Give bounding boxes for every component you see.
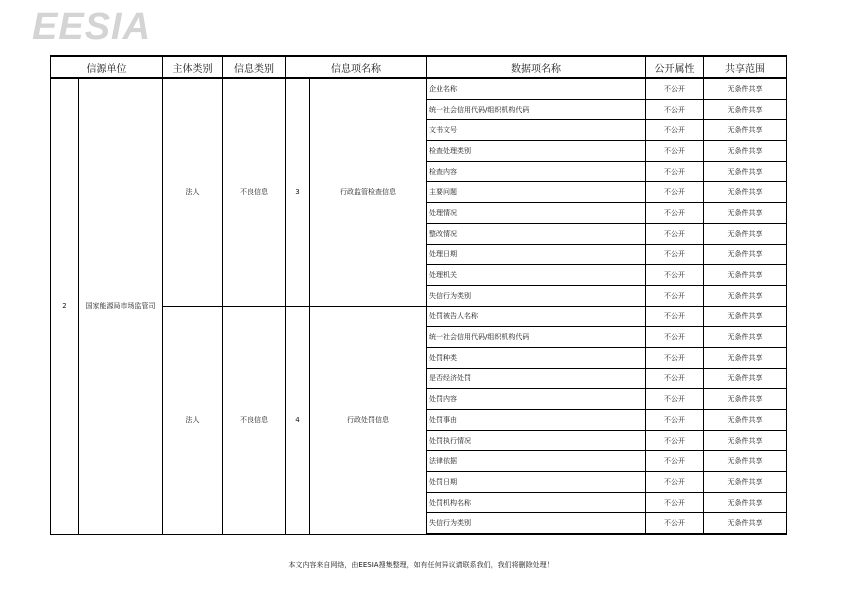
share-scope-cell: 无条件共享 [704, 99, 787, 120]
header-disclosure: 公开属性 [646, 56, 704, 78]
data-item-name-cell: 是否经济处罚 [427, 368, 646, 389]
info-item-number: 4 [286, 306, 310, 534]
share-scope-cell: 无条件共享 [704, 141, 787, 162]
footer-disclaimer: 本文内容来自网络，由EESIA搜集整理，如有任何异议请联系我们，我们将删除处理！ [288, 561, 554, 569]
share-scope-cell: 无条件共享 [704, 244, 787, 265]
share-scope-cell: 无条件共享 [704, 265, 787, 286]
disclosure-cell: 不公开 [646, 285, 704, 306]
disclosure-cell: 不公开 [646, 99, 704, 120]
data-item-name-cell: 失信行为类别 [427, 513, 646, 534]
data-item-name-cell: 处理日期 [427, 244, 646, 265]
disclosure-cell: 不公开 [646, 451, 704, 472]
disclosure-cell: 不公开 [646, 410, 704, 431]
header-row [51, 56, 787, 78]
info-type-cell: 不良信息 [223, 78, 286, 306]
data-item-name-cell: 处罚机构名称 [427, 492, 646, 513]
header-info-type: 信息类别 [223, 56, 286, 78]
disclosure-cell: 不公开 [646, 244, 704, 265]
disclosure-cell: 不公开 [646, 120, 704, 141]
share-scope-cell: 无条件共享 [704, 492, 787, 513]
info-item-name-cell: 行政监管检查信息 [310, 78, 427, 306]
share-scope-cell: 无条件共享 [704, 513, 787, 534]
share-scope-cell: 无条件共享 [704, 410, 787, 431]
header-info-item-name: 信息项名称 [286, 56, 427, 78]
disclosure-cell: 不公开 [646, 141, 704, 162]
data-item-name-cell: 检查处理类别 [427, 141, 646, 162]
disclosure-cell: 不公开 [646, 430, 704, 451]
info-item-name-cell: 行政处罚信息 [310, 306, 427, 534]
disclosure-cell: 不公开 [646, 265, 704, 286]
header-share-scope: 共享范围 [704, 56, 787, 78]
seq-number: 2 [51, 78, 79, 534]
data-item-name-cell: 处罚执行情况 [427, 430, 646, 451]
share-scope-cell: 无条件共享 [704, 78, 787, 99]
data-item-name-cell: 处罚内容 [427, 389, 646, 410]
data-item-name-cell: 法律依据 [427, 451, 646, 472]
header-data-item-name: 数据项名称 [427, 56, 646, 78]
header-source-unit: 信源单位 [51, 56, 163, 78]
data-item-name-cell: 失信行为类别 [427, 285, 646, 306]
eesia-logo: EESIA [32, 6, 152, 48]
subject-type-cell: 法人 [163, 78, 223, 306]
share-scope-cell: 无条件共享 [704, 161, 787, 182]
share-scope-cell: 无条件共享 [704, 120, 787, 141]
info-item-number: 3 [286, 78, 310, 306]
share-scope-cell: 无条件共享 [704, 223, 787, 244]
disclosure-cell: 不公开 [646, 78, 704, 99]
share-scope-cell: 无条件共享 [704, 285, 787, 306]
share-scope-cell: 无条件共享 [704, 451, 787, 472]
disclosure-cell: 不公开 [646, 368, 704, 389]
disclosure-cell: 不公开 [646, 327, 704, 348]
data-item-name-cell: 企业名称 [427, 78, 646, 99]
header-subject-type: 主体类别 [163, 56, 223, 78]
data-item-name-cell: 主要问题 [427, 182, 646, 203]
data-item-name-cell: 处罚种类 [427, 347, 646, 368]
data-item-name-cell: 处理情况 [427, 203, 646, 224]
share-scope-cell: 无条件共享 [704, 306, 787, 327]
share-scope-cell: 无条件共享 [704, 327, 787, 348]
data-item-name-cell: 处罚事由 [427, 410, 646, 431]
share-scope-cell: 无条件共享 [704, 182, 787, 203]
subject-type-cell: 法人 [163, 306, 223, 534]
data-item-name-cell: 处罚被告人名称 [427, 306, 646, 327]
data-catalog-table [50, 55, 787, 535]
disclosure-cell: 不公开 [646, 203, 704, 224]
info-type-cell: 不良信息 [223, 306, 286, 534]
source-unit-cell: 国家能源局市场监管司 [79, 78, 163, 534]
disclosure-cell: 不公开 [646, 161, 704, 182]
share-scope-cell: 无条件共享 [704, 368, 787, 389]
data-item-name-cell: 处罚日期 [427, 472, 646, 493]
share-scope-cell: 无条件共享 [704, 389, 787, 410]
share-scope-cell: 无条件共享 [704, 347, 787, 368]
data-item-name-cell: 文书文号 [427, 120, 646, 141]
data-item-name-cell: 检查内容 [427, 161, 646, 182]
disclosure-cell: 不公开 [646, 472, 704, 493]
data-item-name-cell: 统一社会信用代码/组织机构代码 [427, 327, 646, 348]
data-item-name-cell: 整改情况 [427, 223, 646, 244]
share-scope-cell: 无条件共享 [704, 430, 787, 451]
disclosure-cell: 不公开 [646, 513, 704, 534]
table-body [51, 78, 787, 534]
data-item-name-cell: 统一社会信用代码/组织机构代码 [427, 99, 646, 120]
share-scope-cell: 无条件共享 [704, 203, 787, 224]
share-scope-cell: 无条件共享 [704, 472, 787, 493]
disclosure-cell: 不公开 [646, 223, 704, 244]
table-row [51, 78, 787, 99]
disclosure-cell: 不公开 [646, 389, 704, 410]
disclosure-cell: 不公开 [646, 347, 704, 368]
disclosure-cell: 不公开 [646, 306, 704, 327]
disclosure-cell: 不公开 [646, 182, 704, 203]
data-item-name-cell: 处理机关 [427, 265, 646, 286]
disclosure-cell: 不公开 [646, 492, 704, 513]
